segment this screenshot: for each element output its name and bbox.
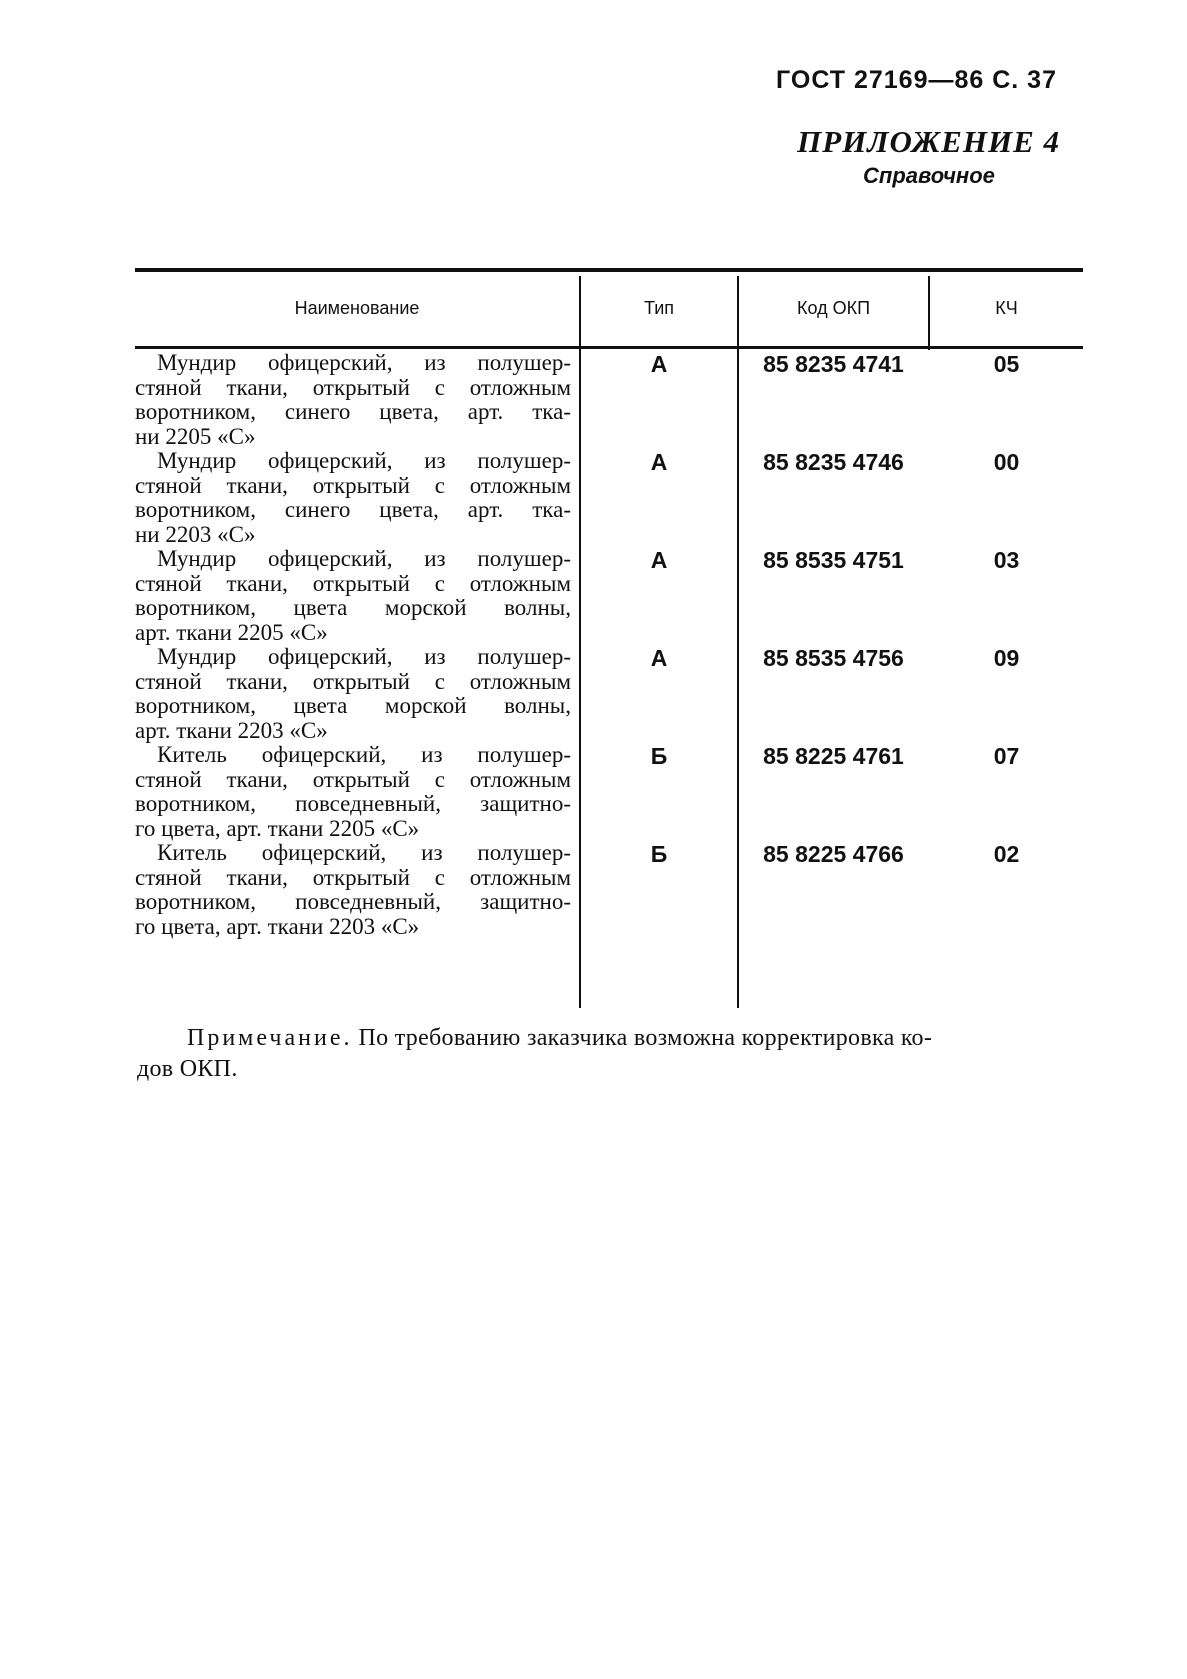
product-codes-table <box>135 268 1083 1014</box>
table-row <box>135 841 1083 939</box>
cell-name: Мундир офицерский, из полушер- стяной ткани, открытый с отложным воротником, синего цвета, арт. тка- ни 2203 «С» <box>135 448 571 547</box>
cell-kch: 00 <box>993 449 1020 475</box>
column-header-type: Тип <box>643 298 674 318</box>
cell-code: 85 8235 4746 <box>763 449 904 475</box>
cell-code: 85 8535 4756 <box>763 645 904 671</box>
cell-type: А <box>650 351 668 377</box>
table-row <box>135 351 1083 449</box>
table-row <box>135 743 1083 841</box>
table-row <box>135 547 1083 645</box>
cell-kch: 09 <box>993 645 1020 671</box>
cell-name: Мундир офицерский, из полушер- стяной ткани, открытый с отложным воротником, цвета морской волны, арт. ткани 2205 «С» <box>135 546 571 645</box>
cell-name: Мундир офицерский, из полушер- стяной ткани, открытый с отложным воротником, цвета морской волны, арт. ткани 2203 «С» <box>135 644 571 743</box>
cell-type: Б <box>650 743 668 769</box>
column-header-kch: КЧ <box>995 298 1018 318</box>
cell-kch: 02 <box>993 841 1020 867</box>
cell-type: А <box>650 645 668 671</box>
appendix-title: ПРИЛОЖЕНИЕ 4 <box>797 124 1060 159</box>
column-header-name: Наименование <box>294 298 420 318</box>
cell-name: Мундир офицерский, из полушер- стяной ткани, открытый с отложным воротником, синего цвета, арт. тка- ни 2205 «С» <box>135 350 571 449</box>
cell-code: 85 8225 4766 <box>763 841 904 867</box>
footnote-text: По требованию заказчика возможна корректировка ко- <box>358 1025 933 1051</box>
table-row <box>135 645 1083 743</box>
cell-name: Китель офицерский, из полушер- стяной ткани, открытый с отложным воротником, повседневный, защитно- го цвета, арт. ткани 2203 «С» <box>135 840 571 939</box>
cell-kch: 07 <box>993 743 1020 769</box>
cell-type: Б <box>650 841 668 867</box>
footnote <box>137 1023 1083 1085</box>
standard-reference: ГОСТ 27169—86 С. 37 <box>776 66 1057 94</box>
column-header-code: Код ОКП <box>796 298 871 318</box>
table-top-rule <box>135 268 1083 272</box>
cell-kch: 05 <box>993 351 1020 377</box>
table-row <box>135 449 1083 547</box>
footnote-lead: Примечание. <box>187 1025 353 1051</box>
table-header-rule <box>135 346 1083 349</box>
cell-code: 85 8235 4741 <box>763 351 904 377</box>
footnote-text-continued: дов ОКП. <box>137 1056 238 1082</box>
cell-code: 85 8225 4761 <box>763 743 904 769</box>
cell-type: А <box>650 449 668 475</box>
cell-type: А <box>650 547 668 573</box>
cell-kch: 03 <box>993 547 1020 573</box>
cell-code: 85 8535 4751 <box>763 547 904 573</box>
appendix-subtitle: Справочное <box>863 163 995 188</box>
cell-name: Китель офицерский, из полушер- стяной ткани, открытый с отложным воротником, повседневный, защитно- го цвета, арт. ткани 2205 «С» <box>135 742 571 841</box>
